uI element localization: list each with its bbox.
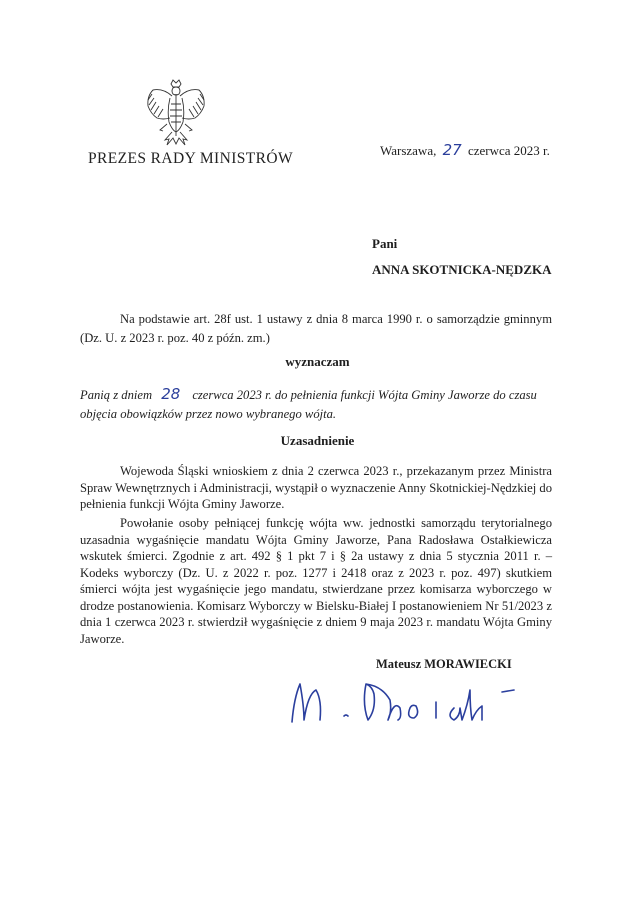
appointment-day-handwritten: 28: [161, 385, 181, 403]
office-title: PREZES RADY MINISTRÓW: [88, 150, 294, 167]
signer-first-name: Mateusz: [376, 657, 422, 671]
addressee-name: ANNA SKOTNICKA-NĘDZKA: [372, 262, 552, 277]
salutation: Pani: [372, 236, 398, 251]
date-month-year: czerwca 2023 r.: [467, 143, 550, 158]
polish-eagle-emblem-icon: [143, 78, 209, 148]
justification-heading: Uzasadnienie: [280, 433, 355, 448]
appointment-prefix: Panią z dniem: [80, 388, 153, 402]
appoint-heading: wyznaczam: [285, 354, 350, 369]
dateline: [380, 141, 550, 159]
legal-basis-paragraph: Na podstawie art. 28f ust. 1 ustawy z dnia 8 marca 1990 r. o samorządzie gminnym (Dz. U. z 2023 r. poz. 40 z późn. zm.): [80, 312, 552, 345]
justification-paragraph-1: Wojewoda Śląski wnioskiem z dnia 2 czerwca 2023 r., przekazanym przez Ministra Spraw Wewnętrznych i Administracji, wystąpił o wyznaczenie Anny Skotnickiej-Nędzkiej do pełnienia funkcji Wójta Gminy Jaworze.: [80, 464, 552, 511]
handwritten-signature: [286, 670, 526, 735]
justification-paragraph-2: Powołanie osoby pełniącej funkcję wójta ww. jednostki samorządu terytorialnego uzasadnia wygaśnięcie mandatu Wójta Gminy Jaworze, Pana Radosława Ostałkiewicza wskutek śmierci. Zgodnie z art. 492 § 1 pkt 7 i § 2a ustawy z dnia 5 stycznia 2011 r. – Kodeks wyborczy (Dz. U. z 2022 r. poz. 1277 i 2418 oraz z 2023 r. poz. 497) skutkiem śmierci wójta jest wygaśnięcie jego mandatu, stwierdzane przez komisarza wyborczego w drodze postanowienia. Komisarz Wyborczy w Bielsku-Białej I postanowieniem Nr 51/2023 z dnia 1 czerwca 2023 r. stwierdził wygaśnięcie z dniem 9 maja 2023 r. mandatu Wójta Gminy Jaworze.: [80, 516, 552, 646]
appointment-text: czerwca 2023 r. do pełnienia funkcji Wójta Gminy Jaworze do czasu objęcia obowiązków przez nowo wybranego wójta.: [80, 388, 537, 421]
date-city: Warszawa,: [380, 143, 437, 158]
date-day-handwritten: 27: [442, 141, 462, 159]
signer-last-name: MORAWIECKI: [424, 657, 512, 671]
appointment-paragraph: [80, 385, 552, 424]
